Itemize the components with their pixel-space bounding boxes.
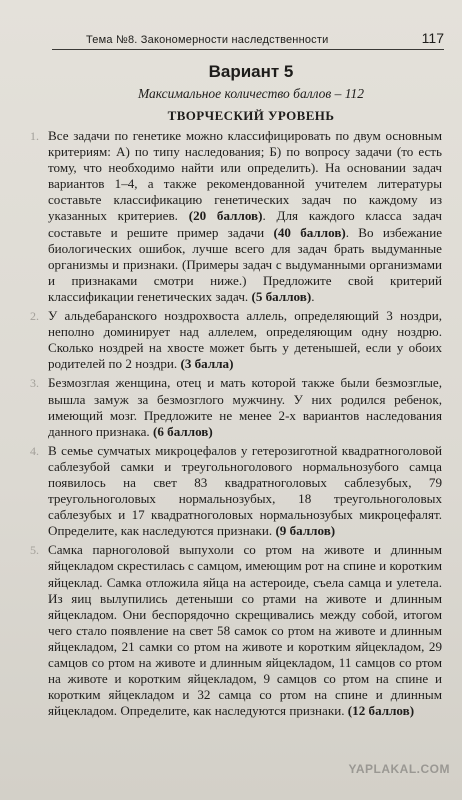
running-title: Тема №8. Закономерности наследственности — [86, 34, 329, 46]
task-score: (40 баллов) — [273, 224, 346, 240]
task-text: Все задачи по генетике можно классифицировать по двум основным критериям: А) по типу наследования; Б) по вопросу задачи (то есть тому, что необходимо найти или определить). На основании задач вариантов 1–4, а также рекомендованной учителем литературы составьте классификацию генетических задач по каждому из указанных критериев. — [48, 128, 442, 224]
task-score: (5 баллов) — [251, 288, 312, 304]
task-number: 2. — [30, 309, 39, 324]
task-text: . Во избежание биологических ошибок, лучше всего для задач брать выдуманные организмы и признаки. (Примеры задач с выдуманными организмами и признаками смотри ниже.) Предложите свой критерий классификации генетических задач. — [48, 224, 443, 304]
task-number: 5. — [30, 543, 39, 558]
max-score-line: Максимальное количество баллов – 112 — [137, 86, 365, 101]
watermark-text: YAPLAKAL.COM — [348, 762, 450, 776]
task-item — [30, 443, 442, 540]
task-text: Безмозглая женщина, отец и мать которой также были безмозглые, вышла замуж за безмозглого мужчину. У них родился ребенок, имеющий мозг. Предложите не менее 2-х вариантов наследования данного признака. — [48, 375, 442, 439]
task-score: (3 балла) — [180, 356, 234, 372]
task-score: (20 баллов) — [188, 208, 263, 224]
variant-heading: Вариант 5 — [208, 62, 294, 81]
task-text: . Для каждого класса задач составьте и решите пример задачи — [48, 208, 443, 240]
task-number: 4. — [30, 443, 39, 458]
running-header — [52, 30, 444, 50]
task-text: Самка парноголовой выпухоли со ртом на животе и длинным яйцекладом скрестилась с самцом, имеющим рот на спине и коротким яйцеклад. Самка отложила яйца на астероиде, съела самца и улетела. Из яиц вылупились детеныши со ртами на животе и длинным яйцекладом. Они беспорядочно скрещивались между собой, итогом чего стало появление на свет 58 самок со ртом на животе и длинным яйцекладом, 21 самки со ртом на животе и коротким яйцекладом, 29 самцов со ртом на животе и длинным яйцекладом, 11 самцов со ртом на животе и коротким яйцекладом, 9 самцов со ртом на спине и коротким яйцекладом и 32 самца со ртом на спине и длинным яйцекладом. Определите, как наследуются признаки. — [48, 542, 442, 719]
task-text: У альдебаранского ноздрохвоста аллель, определяющий 3 ноздри, неполно доминирует над аллелем, определяющим одну ноздрю. Сколько ноздрей на хвосте может быть у детенышей, если у обоих родителей по 2 ноздри. — [48, 308, 442, 372]
task-score: (9 баллов) — [275, 523, 336, 539]
task-item — [30, 308, 442, 372]
task-text: В семье сумчатых микроцефалов у гетерозиготной квадратноголовой саблезубой самки и треугольноголового нормальнозубого самца появилось на свет 83 квадратноголовых саблезубых, 79 треугольноголовых нормальнозубых, 18 треугольноголовых саблезубых и 17 квадратноголовых нормальнозубых микроцефалят. Определите, как наследуются признаки. — [48, 442, 442, 539]
task-number: 1. — [30, 129, 39, 143]
task-text: . — [311, 288, 315, 304]
task-list — [30, 128, 442, 722]
task-score: (6 баллов) — [152, 423, 213, 439]
task-score: (12 баллов) — [347, 703, 415, 719]
level-heading: ТВОРЧЕСКИЙ УРОВЕНЬ — [167, 108, 335, 123]
page-number: 117 — [421, 30, 444, 46]
task-number: 3. — [30, 376, 39, 391]
task-item — [30, 542, 442, 719]
task-item — [30, 128, 442, 305]
task-item — [30, 375, 442, 439]
